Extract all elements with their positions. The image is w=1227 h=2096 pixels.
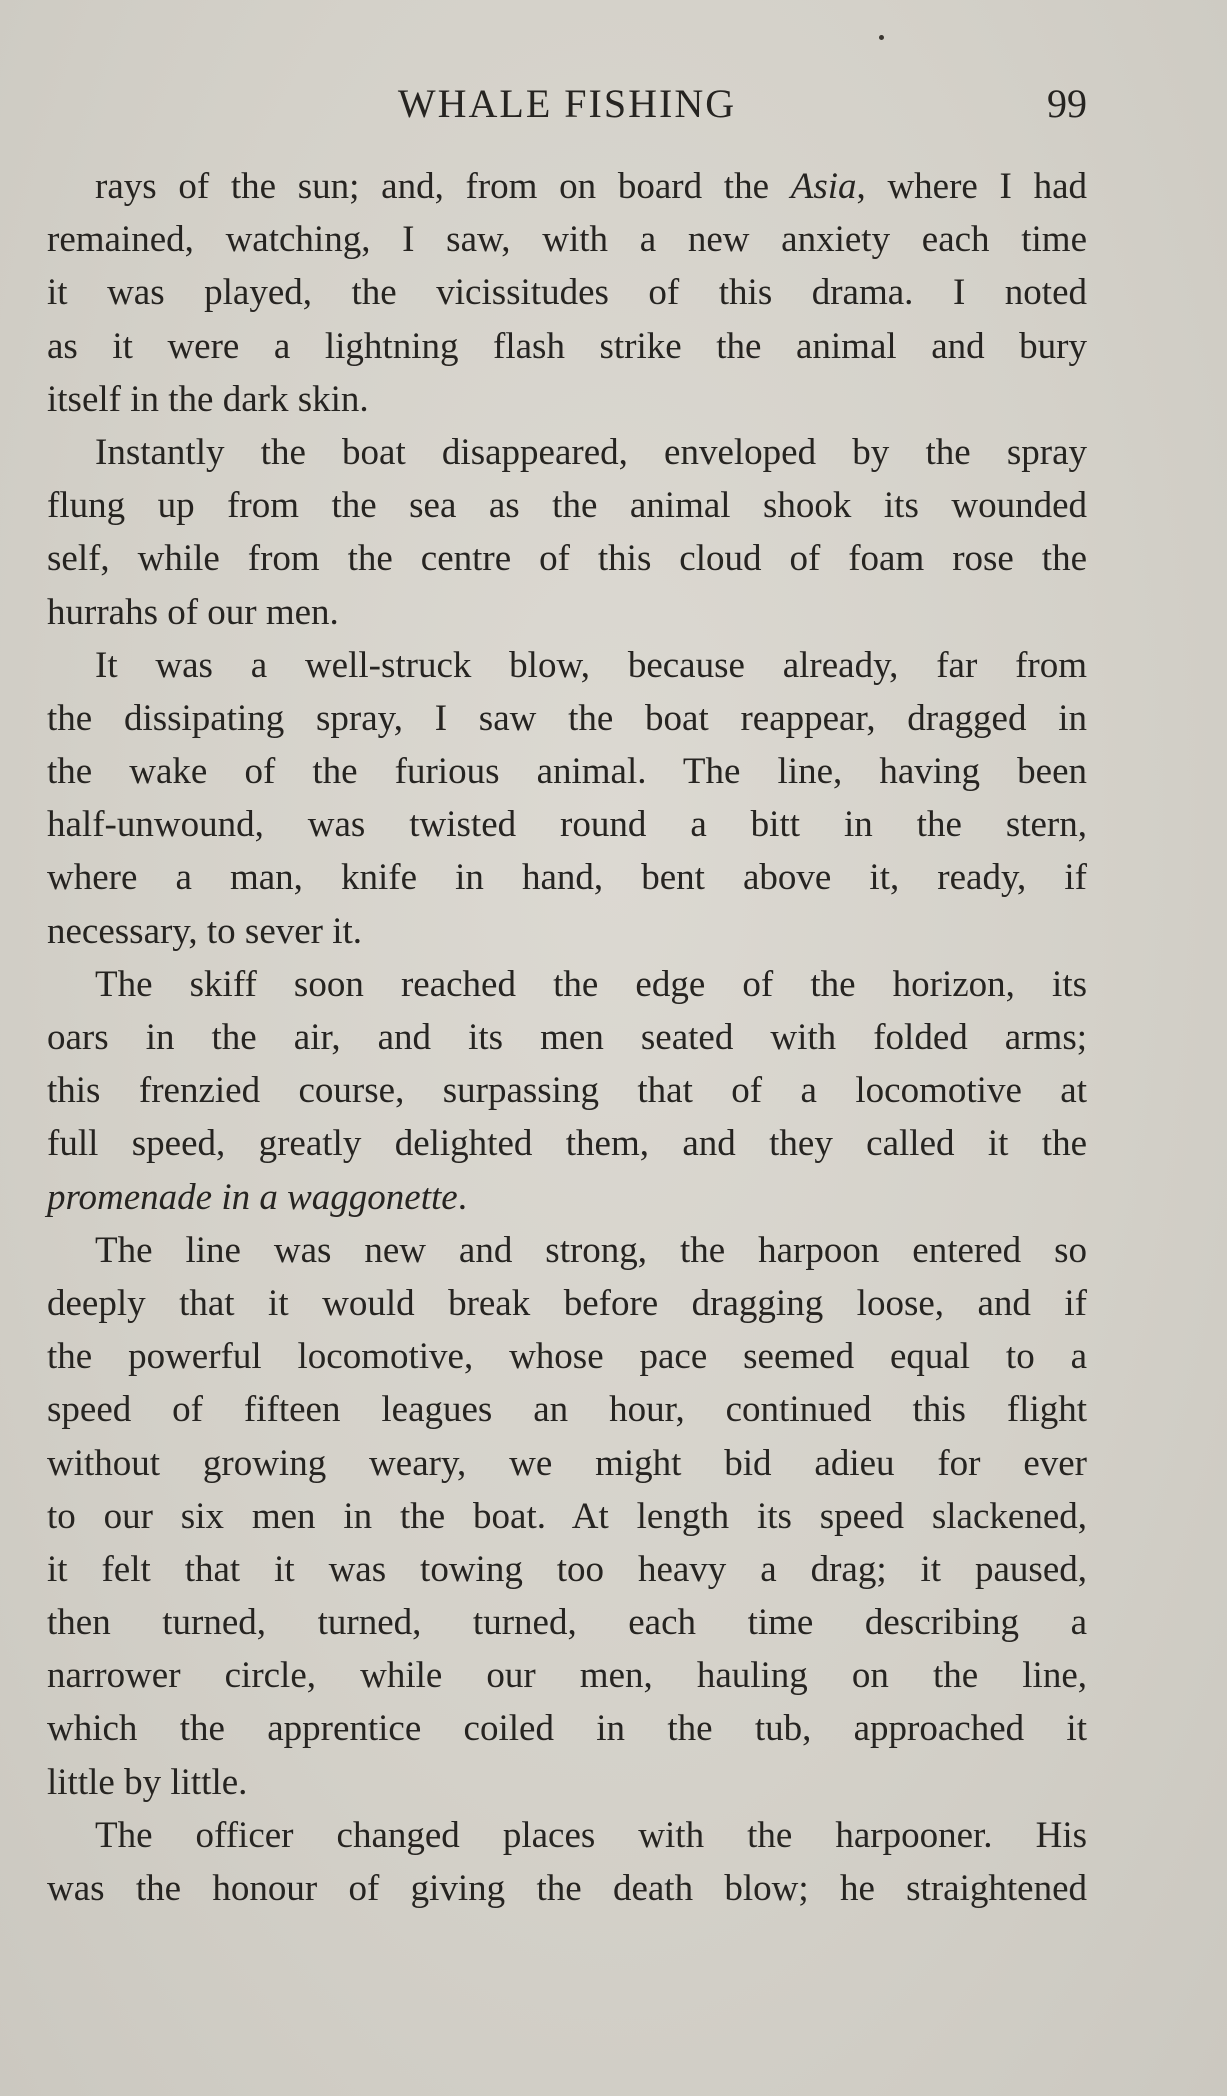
text-line bbox=[47, 639, 1087, 692]
text-segment: The line was new and strong, the harpoon entered so bbox=[95, 1229, 1087, 1271]
text-line bbox=[47, 479, 1087, 532]
text-segment: this frenzied course, surpassing that of a locomotive at bbox=[47, 1070, 1087, 1112]
text-line bbox=[47, 160, 1087, 213]
text-segment: where a man, knife in hand, bent above it, ready, if bbox=[47, 857, 1087, 899]
text-line bbox=[47, 905, 1087, 958]
text-line bbox=[47, 958, 1087, 1011]
paragraph bbox=[47, 958, 1087, 1224]
text-line bbox=[47, 586, 1087, 639]
italic-text: Asia bbox=[790, 166, 857, 207]
text-segment: remained, watching, I saw, with a new anxiety each time bbox=[47, 219, 1087, 261]
page-number: 99 bbox=[1047, 81, 1087, 126]
text-line bbox=[47, 266, 1087, 319]
text-segment: speed of fifteen leagues an hour, continued this flight bbox=[47, 1389, 1087, 1431]
text-segment: The skiff soon reached the edge of the horizon, its bbox=[95, 963, 1087, 1005]
text-line bbox=[47, 798, 1087, 851]
page-header bbox=[47, 74, 1087, 134]
text-line bbox=[47, 1596, 1087, 1649]
italic-text: promenade in a waggonette bbox=[47, 1176, 458, 1218]
text-segment: rays of the sun; and, from on board the bbox=[95, 166, 791, 207]
text-line bbox=[47, 1330, 1087, 1383]
text-segment: It was a well-struck blow, because already, far from bbox=[95, 644, 1087, 686]
text-line bbox=[47, 692, 1087, 745]
text-segment: The officer changed places with the harpooner. His bbox=[95, 1814, 1087, 1856]
paragraph bbox=[47, 1224, 1087, 1809]
text-line bbox=[47, 213, 1087, 266]
text-segment: the wake of the furious animal. The line, having been bbox=[47, 751, 1087, 793]
text-line bbox=[47, 1171, 1087, 1224]
text-segment: full speed, greatly delighted them, and they called it the bbox=[47, 1123, 1087, 1165]
text-segment: hurrahs of our men. bbox=[47, 591, 339, 633]
text-line bbox=[47, 1064, 1087, 1117]
text-segment: deeply that it would break before dragging loose, and if bbox=[47, 1282, 1087, 1324]
text-line bbox=[47, 1117, 1087, 1170]
text-line bbox=[47, 1809, 1087, 1862]
text-segment: half-unwound, was twisted round a bitt in the stern, bbox=[47, 804, 1087, 846]
text-line bbox=[47, 1862, 1087, 1915]
text-segment: , where I had bbox=[856, 166, 1087, 207]
text-line bbox=[47, 1224, 1087, 1277]
text-segment: to our six men in the boat. At length its speed slackened, bbox=[47, 1495, 1087, 1537]
text-segment: self, while from the centre of this cloud of foam rose the bbox=[47, 538, 1087, 580]
text-segment: was the honour of giving the death blow; he straightened bbox=[47, 1868, 1087, 1909]
text-segment: the powerful locomotive, whose pace seemed equal to a bbox=[47, 1336, 1087, 1378]
text-segment: necessary, to sever it. bbox=[47, 910, 363, 952]
text-line bbox=[47, 851, 1087, 904]
text-segment: itself in the dark skin. bbox=[47, 378, 369, 420]
body-text bbox=[47, 160, 1087, 1915]
paragraph bbox=[47, 639, 1087, 958]
text-line bbox=[47, 320, 1087, 373]
text-segment: oars in the air, and its men seated with folded arms; bbox=[47, 1017, 1087, 1058]
text-segment: the dissipating spray, I saw the boat reappear, dragged in bbox=[47, 697, 1087, 739]
text-line bbox=[47, 373, 1087, 426]
ink-speck bbox=[879, 35, 884, 40]
text-line bbox=[47, 1383, 1087, 1436]
text-segment: it felt that it was towing too heavy a drag; it paused, bbox=[47, 1548, 1087, 1590]
paragraph bbox=[47, 426, 1087, 639]
text-line bbox=[47, 532, 1087, 585]
text-segment: it was played, the vicissitudes of this drama. I noted bbox=[47, 272, 1087, 314]
text-segment: Instantly the boat disappeared, enveloped by the spray bbox=[95, 431, 1087, 473]
text-line bbox=[47, 1437, 1087, 1490]
text-segment: flung up from the sea as the animal shook its wounded bbox=[47, 485, 1087, 527]
text-line bbox=[47, 745, 1087, 798]
paragraph bbox=[47, 160, 1087, 426]
text-line bbox=[47, 426, 1087, 479]
running-title: WHALE FISHING bbox=[397, 81, 737, 126]
text-segment: which the apprentice coiled in the tub, approached it bbox=[47, 1708, 1087, 1750]
text-line bbox=[47, 1756, 1087, 1809]
text-segment: then turned, turned, turned, each time describing a bbox=[47, 1602, 1087, 1644]
paragraph bbox=[47, 1809, 1087, 1915]
text-line bbox=[47, 1649, 1087, 1702]
text-line bbox=[47, 1702, 1087, 1755]
text-segment: narrower circle, while our men, hauling on the line, bbox=[47, 1655, 1087, 1697]
text-segment: as it were a lightning flash strike the animal and bury bbox=[47, 325, 1087, 367]
text-line bbox=[47, 1277, 1087, 1330]
text-segment: little by little. bbox=[47, 1761, 248, 1803]
text-line bbox=[47, 1543, 1087, 1596]
text-segment: without growing weary, we might bid adieu for ever bbox=[47, 1442, 1087, 1484]
text-segment: . bbox=[457, 1176, 467, 1218]
text-line bbox=[47, 1011, 1087, 1064]
text-line bbox=[47, 1490, 1087, 1543]
